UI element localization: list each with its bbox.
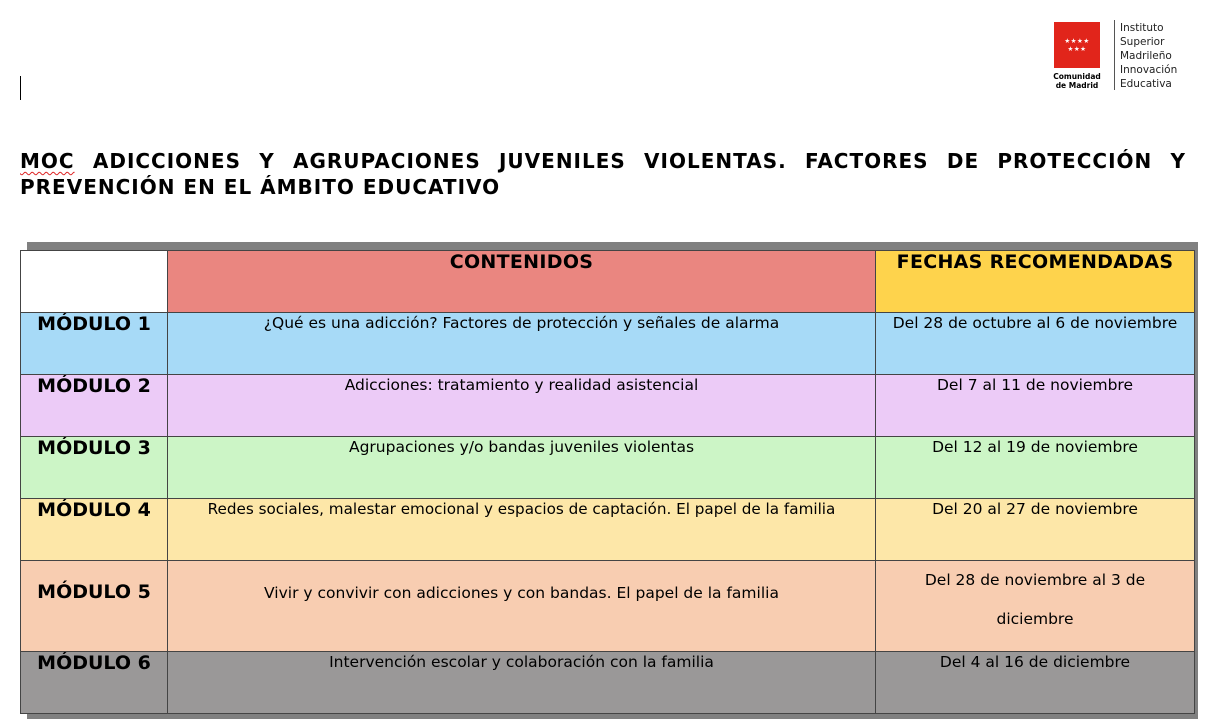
table-row — [21, 313, 1195, 375]
header-fechas: FECHAS RECOMENDADAS — [876, 251, 1195, 313]
module-content: ¿Qué es una adicción? Factores de protección y señales de alarma — [168, 313, 876, 375]
schedule-table — [20, 250, 1195, 714]
module-label: MÓDULO 6 — [21, 652, 168, 714]
module-label: MÓDULO 2 — [21, 375, 168, 437]
institute-name — [1120, 21, 1177, 91]
logo-divider — [1114, 20, 1115, 90]
table-header-row — [21, 251, 1195, 313]
institute-line: Innovación — [1120, 64, 1178, 76]
title-text: ADICCIONES Y AGRUPACIONES JUVENILES VIOLENTAS. FACTORES DE PROTECCIÓN Y PREVENCIÓN EN EL ÁMBITO EDUCATIVO — [20, 149, 1186, 199]
module-label: MÓDULO 4 — [21, 499, 168, 561]
module-dates: Del 28 de octubre al 6 de noviembre — [876, 313, 1195, 375]
module-label: MÓDULO 1 — [21, 313, 168, 375]
institute-line: Superior — [1120, 36, 1165, 48]
module-dates: Del 20 al 27 de noviembre — [876, 499, 1195, 561]
logo-region-label: Comunidad de Madrid — [1053, 72, 1101, 90]
table-row — [21, 375, 1195, 437]
module-dates: Del 4 al 16 de diciembre — [876, 652, 1195, 714]
header-contenidos: CONTENIDOS — [168, 251, 876, 313]
institute-line: Instituto — [1120, 22, 1164, 34]
header-blank — [21, 251, 168, 313]
table-row — [21, 437, 1195, 499]
module-content: Agrupaciones y/o bandas juveniles violentas — [168, 437, 876, 499]
module-content: Adicciones: tratamiento y realidad asistencial — [168, 375, 876, 437]
module-dates: Del 28 de noviembre al 3 de diciembre — [876, 561, 1195, 652]
institute-line: Educativa — [1120, 78, 1172, 90]
text-cursor — [20, 76, 21, 100]
table-row — [21, 652, 1195, 714]
page-title — [20, 148, 1186, 200]
table-row — [21, 499, 1195, 561]
title-moc: MOC — [20, 149, 75, 173]
module-content: Vivir y convivir con adicciones y con bandas. El papel de la familia — [168, 561, 876, 652]
module-label: MÓDULO 5 — [21, 561, 168, 652]
module-label: MÓDULO 3 — [21, 437, 168, 499]
table-row — [21, 561, 1195, 652]
module-content: Redes sociales, malestar emocional y espacios de captación. El papel de la familia — [168, 499, 876, 561]
module-dates: Del 12 al 19 de noviembre — [876, 437, 1195, 499]
module-dates: Del 7 al 11 de noviembre — [876, 375, 1195, 437]
institute-line: Madrileño — [1120, 50, 1172, 62]
madrid-flag-icon: ★★★★ ★★★ — [1054, 22, 1100, 68]
module-content: Intervención escolar y colaboración con la familia — [168, 652, 876, 714]
